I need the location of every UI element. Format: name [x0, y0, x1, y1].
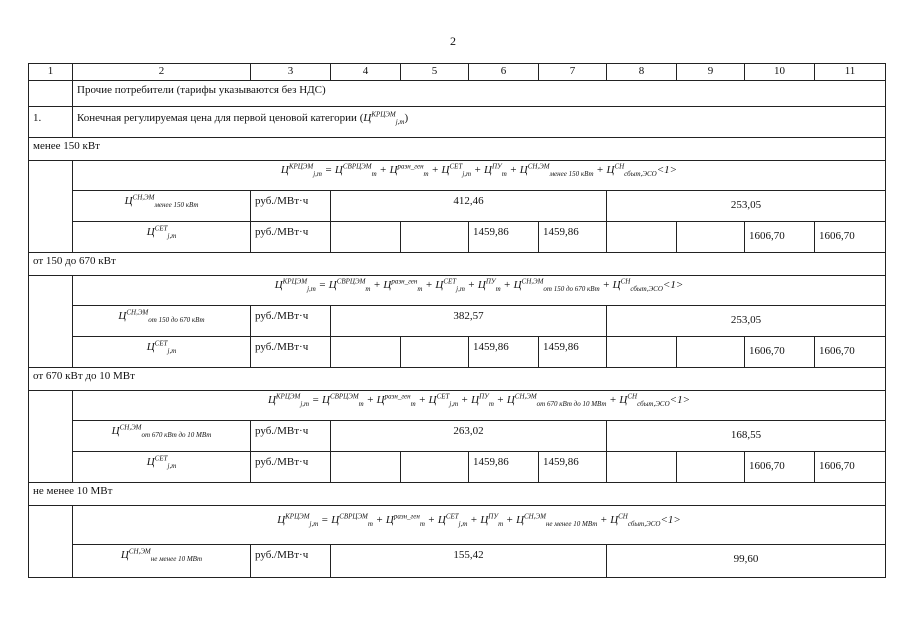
set-value: 1606,70: [745, 452, 815, 483]
header-row: [29, 64, 886, 81]
sn-value-a: 412,46: [331, 191, 607, 222]
sn-value-a: 155,42: [331, 545, 607, 578]
section-title: Прочие потребители (тарифы указываются без НДС): [73, 81, 886, 107]
set-value: 1459,86: [539, 337, 607, 368]
set-value: 1459,86: [469, 222, 539, 253]
sn-symbol: $Ц^{СН,ЭМ}_{менее 150 кВт}$: [73, 191, 251, 222]
unit: руб./МВт·ч: [251, 337, 331, 368]
header-cell: 9: [677, 64, 745, 81]
set-value: 1459,86: [469, 337, 539, 368]
header-cell: 11: [815, 64, 886, 81]
header-cell: 5: [401, 64, 469, 81]
sn-value-a: 382,57: [331, 306, 607, 337]
item-title: Конечная регулируемая цена для первой ценовой категории: [77, 112, 357, 124]
set-symbol: $Ц^{СЕТ}_{j,m}$: [73, 337, 251, 368]
header-cell: 1: [29, 64, 73, 81]
set-value: 1606,70: [745, 222, 815, 253]
set-value-row: [29, 452, 886, 483]
formula-row: [29, 161, 886, 191]
set-value: 1459,86: [539, 452, 607, 483]
set-value: 1459,86: [469, 452, 539, 483]
group-label: от 150 до 670 кВт: [29, 253, 886, 276]
header-cell: 3: [251, 64, 331, 81]
unit: руб./МВт·ч: [251, 306, 331, 337]
group-label: не менее 10 МВт: [29, 483, 886, 506]
price-formula: $Ц^{КРЦЭМ}_{j,m} = Ц^{СВРЦЭМ}_m + Ц^{разн\_ген}_m + Ц^{СЕТ}_{j,m} + Ц^{ПУ}_m + Ц^{СН,ЭМ}_{не менее 10 МВт} + Ц^{СН}_{сбыт,ЭСО}<1>$: [73, 506, 886, 545]
header-cell: 8: [607, 64, 677, 81]
price-formula: $Ц^{КРЦЭМ}_{j,m} = Ц^{СВРЦЭМ}_m + Ц^{разн\_ген}_m + Ц^{СЕТ}_{j,m} + Ц^{ПУ}_m + Ц^{СН,ЭМ}_{от 670 кВт до 10 МВт} + Ц^{СН}_{сбыт,ЭСО}<1>$: [73, 391, 886, 421]
header-cell: 6: [469, 64, 539, 81]
sn-value-b: 99,60: [607, 545, 886, 578]
section-row: [29, 81, 886, 107]
group-label: менее 150 кВт: [29, 138, 886, 161]
unit: руб./МВт·ч: [251, 191, 331, 222]
group-label-row: [29, 368, 886, 391]
group-label: от 670 кВт до 10 МВт: [29, 368, 886, 391]
price-formula: $Ц^{КРЦЭМ}_{j,m} = Ц^{СВРЦЭМ}_m + Ц^{разн\_ген}_m + Ц^{СЕТ}_{j,m} + Ц^{ПУ}_m + Ц^{СН,ЭМ}_{менее 150 кВт} + Ц^{СН}_{сбыт,ЭСО}<1>$: [73, 161, 886, 191]
set-symbol: $Ц^{СЕТ}_{j,m}$: [73, 222, 251, 253]
sn-value-row: [29, 306, 886, 337]
sn-value-b: 253,05: [607, 191, 886, 222]
group-label-row: [29, 138, 886, 161]
header-cell: 10: [745, 64, 815, 81]
sn-value-b: 168,55: [607, 421, 886, 452]
set-value: 1606,70: [815, 337, 886, 368]
sn-value-row: [29, 421, 886, 452]
unit: руб./МВт·ч: [251, 545, 331, 578]
unit: руб./МВт·ч: [251, 421, 331, 452]
sn-symbol: $Ц^{СН,ЭМ}_{от 150 до 670 кВт}$: [73, 306, 251, 337]
item-row: [29, 107, 886, 138]
sn-value-a: 263,02: [331, 421, 607, 452]
set-value-row: [29, 222, 886, 253]
item-number: 1.: [29, 107, 73, 138]
unit: руб./МВт·ч: [251, 452, 331, 483]
price-formula: $Ц^{КРЦЭМ}_{j,m} = Ц^{СВРЦЭМ}_m + Ц^{разн\_ген}_m + Ц^{СЕТ}_{j,m} + Ц^{ПУ}_m + Ц^{СН,ЭМ}_{от 150 до 670 кВт} + Ц^{СН}_{сбыт,ЭСО}<1>$: [73, 276, 886, 306]
group-label-row: [29, 253, 886, 276]
formula-row: [29, 276, 886, 306]
unit: руб./МВт·ч: [251, 222, 331, 253]
formula-row: [29, 391, 886, 421]
item-title-cell: Конечная регулируемая цена для первой ценовой категории $(Ц^{КРЦЭМ}_{j,m})$: [73, 107, 886, 138]
header-cell: 4: [331, 64, 401, 81]
set-value: 1606,70: [815, 452, 886, 483]
group-label-row: [29, 483, 886, 506]
page-number: 2: [450, 34, 456, 48]
header-cell: 2: [73, 64, 251, 81]
set-symbol: $Ц^{СЕТ}_{j,m}$: [73, 452, 251, 483]
sn-symbol: $Ц^{СН,ЭМ}_{не менее 10 МВт}$: [73, 545, 251, 578]
sn-symbol: $Ц^{СН,ЭМ}_{от 670 кВт до 10 МВт}$: [73, 421, 251, 452]
sn-value-row: [29, 191, 886, 222]
header-cell: 7: [539, 64, 607, 81]
set-value: 1606,70: [745, 337, 815, 368]
tariff-table: [28, 63, 886, 578]
sn-value-b: 253,05: [607, 306, 886, 337]
set-value-row: [29, 337, 886, 368]
set-value: 1606,70: [815, 222, 886, 253]
formula-row: [29, 506, 886, 545]
set-value: 1459,86: [539, 222, 607, 253]
sn-value-row: [29, 545, 886, 578]
